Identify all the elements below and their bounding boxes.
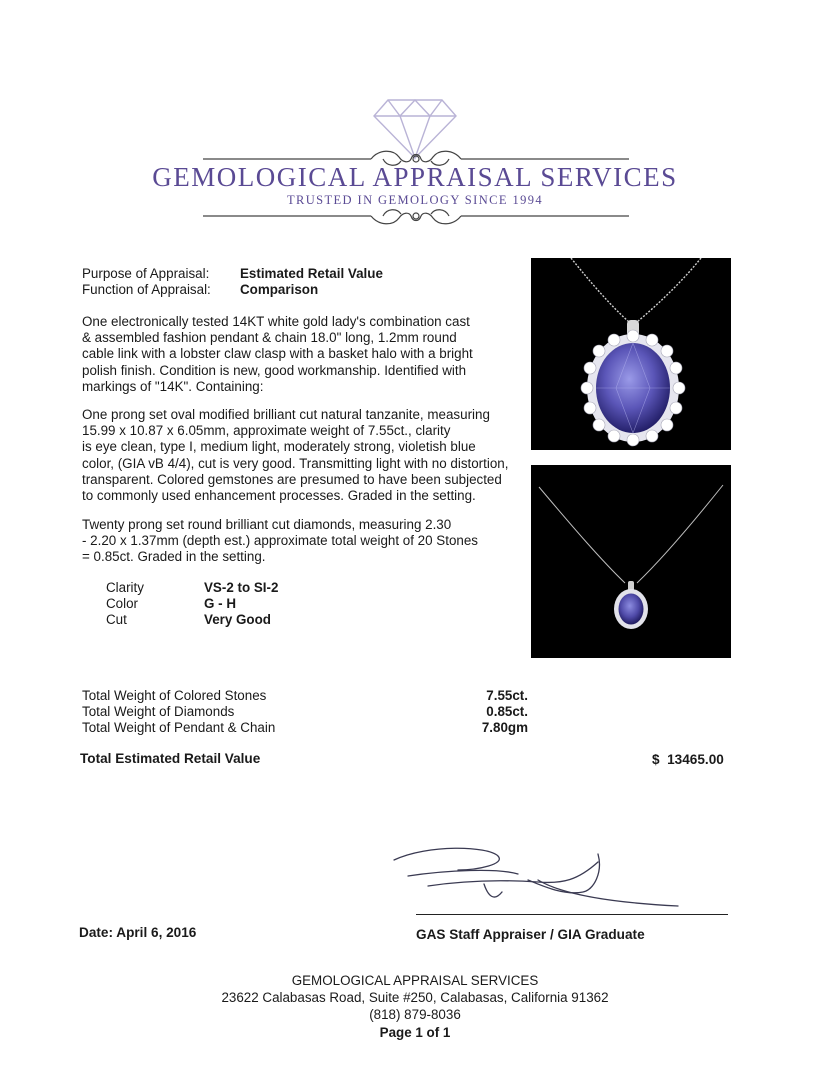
grand-total-label: Total Estimated Retail Value bbox=[80, 751, 261, 766]
signature-line bbox=[416, 914, 728, 915]
tanzanite-line: One prong set oval modified brilliant cut natural tanzanite, measuring bbox=[82, 407, 490, 422]
total-row-pendant-chain bbox=[82, 720, 528, 736]
function-label: Function of Appraisal: bbox=[82, 282, 211, 297]
diamond-line: = 0.85ct. Graded in the setting. bbox=[82, 549, 266, 565]
function-row bbox=[82, 282, 318, 298]
footer-phone: (818) 879-8036 bbox=[369, 1007, 461, 1022]
diamond-line: Twenty prong set round brilliant cut diamonds, measuring 2.30 bbox=[82, 517, 452, 532]
description-paragraph bbox=[82, 314, 522, 395]
description-line: polish finish. Condition is new, good workmanship. Identified with bbox=[82, 362, 467, 378]
spec-row-clarity bbox=[106, 580, 278, 596]
purpose-value: Estimated Retail Value bbox=[240, 266, 383, 281]
appraiser-signature bbox=[388, 840, 688, 912]
page-number: Page 1 of 1 bbox=[379, 1025, 451, 1040]
spec-value: VS-2 to SI-2 bbox=[204, 580, 279, 595]
total-value: 0.85ct. bbox=[486, 704, 528, 719]
diamond-paragraph bbox=[82, 517, 522, 566]
description-line: markings of "14K". Containing: bbox=[82, 378, 264, 394]
tanzanite-line: is eye clean, type I, medium light, moderately strong, violetish blue bbox=[82, 439, 476, 455]
diamond-line: - 2.20 x 1.37mm (depth est.) approximate total weight of 20 Stones bbox=[82, 533, 478, 549]
spec-label: Cut bbox=[106, 612, 127, 627]
spec-value: G - H bbox=[204, 596, 236, 611]
purpose-label: Purpose of Appraisal: bbox=[82, 266, 210, 281]
total-value: 7.80gm bbox=[481, 720, 528, 735]
description-line: & assembled fashion pendant & chain 18.0" long, 1.2mm round bbox=[82, 330, 457, 346]
footer-company: GEMOLOGICAL APPRAISAL SERVICES bbox=[291, 973, 539, 988]
tanzanite-line: transparent. Colored gemstones are presumed to have been subjected bbox=[82, 471, 502, 487]
spec-row-cut bbox=[106, 612, 271, 628]
tanzanite-paragraph bbox=[82, 407, 522, 504]
total-label: Total Weight of Diamonds bbox=[82, 704, 235, 719]
pendant-closeup-photo bbox=[531, 258, 731, 450]
company-name: GEMOLOGICAL APPRAISAL SERVICES bbox=[152, 162, 678, 192]
spec-row-color bbox=[106, 596, 236, 612]
function-value: Comparison bbox=[240, 282, 319, 297]
spec-label: Color bbox=[106, 596, 138, 611]
total-row-diamonds bbox=[82, 704, 528, 720]
purpose-row bbox=[82, 266, 383, 282]
footer-address: 23622 Calabasas Road, Suite #250, Calabasas, California 91362 bbox=[221, 990, 609, 1005]
total-row-colored-stones bbox=[82, 688, 528, 704]
spec-value: Very Good bbox=[204, 612, 271, 627]
appraisal-date: Date: April 6, 2016 bbox=[79, 925, 197, 940]
total-value: 7.55ct. bbox=[486, 688, 528, 703]
ornament-divider-bottom bbox=[203, 204, 629, 228]
grand-total-value: $ 13465.00 bbox=[652, 752, 724, 767]
pendant-full-photo bbox=[531, 465, 731, 658]
total-label: Total Weight of Pendant & Chain bbox=[82, 720, 276, 735]
tanzanite-line: color, (GIA vB 4/4), cut is very good. Transmitting light with no distortion, bbox=[82, 455, 509, 471]
tanzanite-line: to commonly used enhancement processes. Graded in the setting. bbox=[82, 488, 476, 504]
tanzanite-line: 15.99 x 10.87 x 6.05mm, approximate weight of 7.55ct., clarity bbox=[82, 423, 451, 439]
appraiser-title: GAS Staff Appraiser / GIA Graduate bbox=[416, 927, 645, 942]
description-line: One electronically tested 14KT white gold lady's combination cast bbox=[82, 314, 470, 329]
spec-label: Clarity bbox=[106, 580, 144, 595]
description-line: cable link with a lobster claw clasp with a basket halo with a bright bbox=[82, 346, 473, 362]
total-label: Total Weight of Colored Stones bbox=[82, 688, 267, 703]
company-tagline: TRUSTED IN GEMOLOGY SINCE 1994 bbox=[286, 193, 544, 207]
